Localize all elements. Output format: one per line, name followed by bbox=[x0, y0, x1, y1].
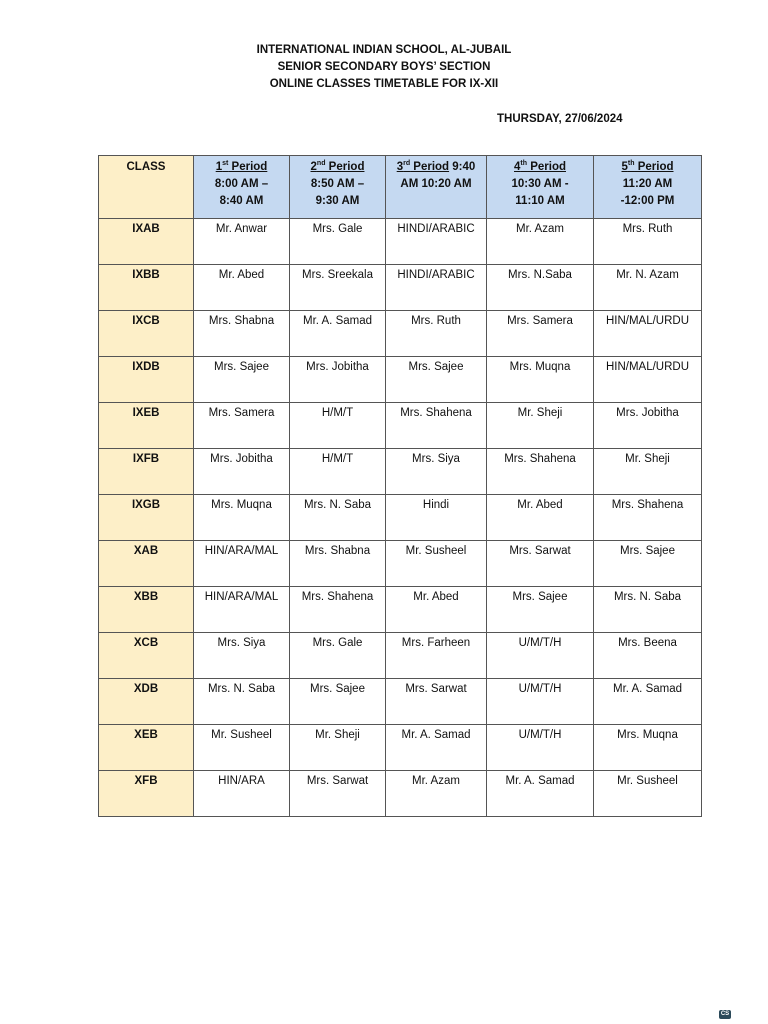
timetable-date: THURSDAY, 27/06/2024 bbox=[497, 113, 623, 125]
period-label: 2nd Period bbox=[310, 160, 365, 173]
period-title bbox=[596, 159, 699, 176]
teacher-cell: Mr. Azam bbox=[386, 771, 487, 817]
class-cell: IXGB bbox=[99, 495, 194, 541]
period-time-end: 9:30 AM bbox=[315, 195, 360, 207]
class-cell: XBB bbox=[99, 587, 194, 633]
teacher-cell: Mrs. Shahena bbox=[386, 403, 487, 449]
teacher-cell: Mrs. Sarwat bbox=[386, 679, 487, 725]
teacher-cell: HIN/MAL/URDU bbox=[594, 311, 702, 357]
period-time: 8:00 AM – bbox=[214, 178, 269, 190]
teacher-cell: Mrs. Shabna bbox=[194, 311, 290, 357]
teacher-cell: Mrs. Shahena bbox=[487, 449, 594, 495]
table-row bbox=[99, 771, 702, 817]
teacher-cell: Mr. A. Samad bbox=[487, 771, 594, 817]
teacher-cell: Mr. Susheel bbox=[594, 771, 702, 817]
teacher-cell: HINDI/ARABIC bbox=[386, 219, 487, 265]
period-start-time: 9:40 bbox=[449, 161, 476, 173]
period-title bbox=[196, 159, 287, 176]
teacher-cell: Mrs. Samera bbox=[487, 311, 594, 357]
teacher-cell: Mrs. Muqna bbox=[194, 495, 290, 541]
class-cell: IXEB bbox=[99, 403, 194, 449]
period-header-3 bbox=[386, 156, 487, 219]
teacher-cell: HIN/ARA/MAL bbox=[194, 541, 290, 587]
teacher-cell: Mrs. Gale bbox=[290, 219, 386, 265]
table-row bbox=[99, 403, 702, 449]
period-time: 11:20 AM bbox=[622, 178, 673, 190]
teacher-cell: U/M/T/H bbox=[487, 679, 594, 725]
teacher-cell: HIN/MAL/URDU bbox=[594, 357, 702, 403]
table-row bbox=[99, 357, 702, 403]
teacher-cell: Mr. Sheji bbox=[290, 725, 386, 771]
table-row bbox=[99, 541, 702, 587]
teacher-cell: Mrs. Sajee bbox=[594, 541, 702, 587]
teacher-cell: H/M/T bbox=[290, 403, 386, 449]
teacher-cell: H/M/T bbox=[290, 449, 386, 495]
teacher-cell: HIN/ARA bbox=[194, 771, 290, 817]
period-time-end: 11:10 AM bbox=[515, 195, 565, 207]
period-title bbox=[489, 159, 591, 176]
class-column-header: CLASS bbox=[99, 156, 194, 219]
class-cell: XDB bbox=[99, 679, 194, 725]
teacher-cell: Hindi bbox=[386, 495, 487, 541]
table-row bbox=[99, 265, 702, 311]
period-time: 10:30 AM - bbox=[511, 178, 569, 190]
section-name: SENIOR SECONDARY BOYS’ SECTION bbox=[277, 61, 491, 73]
teacher-cell: U/M/T/H bbox=[487, 633, 594, 679]
timetable-body bbox=[99, 219, 702, 817]
teacher-cell: Mrs. Jobitha bbox=[194, 449, 290, 495]
class-cell: XCB bbox=[99, 633, 194, 679]
teacher-cell: Mr. Susheel bbox=[386, 541, 487, 587]
period-label: 3rd Period bbox=[396, 160, 450, 173]
teacher-cell: Mr. A. Samad bbox=[594, 679, 702, 725]
teacher-cell: Mrs. Shabna bbox=[290, 541, 386, 587]
teacher-cell: Mr. Abed bbox=[487, 495, 594, 541]
period-header-5 bbox=[594, 156, 702, 219]
teacher-cell: Mr. Abed bbox=[194, 265, 290, 311]
teacher-cell: Mrs. N. Saba bbox=[194, 679, 290, 725]
period-title bbox=[292, 159, 383, 176]
teacher-cell: Mrs. Shahena bbox=[290, 587, 386, 633]
teacher-cell: HIN/ARA/MAL bbox=[194, 587, 290, 633]
teacher-cell: Mrs. Jobitha bbox=[290, 357, 386, 403]
class-cell: XFB bbox=[99, 771, 194, 817]
class-cell: XAB bbox=[99, 541, 194, 587]
class-cell: IXFB bbox=[99, 449, 194, 495]
period-title bbox=[388, 159, 484, 176]
school-name: INTERNATIONAL INDIAN SCHOOL, AL-JUBAIL bbox=[256, 44, 512, 56]
header-row bbox=[99, 156, 702, 219]
period-label: 1st Period bbox=[215, 160, 268, 173]
timetable-table bbox=[98, 155, 702, 817]
period-header-2 bbox=[290, 156, 386, 219]
teacher-cell: U/M/T/H bbox=[487, 725, 594, 771]
teacher-cell: Mr. Sheji bbox=[594, 449, 702, 495]
period-label: 4th Period bbox=[514, 160, 566, 173]
teacher-cell: Mrs. Beena bbox=[594, 633, 702, 679]
table-row bbox=[99, 449, 702, 495]
table-row bbox=[99, 679, 702, 725]
teacher-cell: Mrs. N.Saba bbox=[487, 265, 594, 311]
table-row bbox=[99, 725, 702, 771]
table-row bbox=[99, 219, 702, 265]
class-cell: IXBB bbox=[99, 265, 194, 311]
teacher-cell: Mrs. Sajee bbox=[386, 357, 487, 403]
teacher-cell: Mrs. Sajee bbox=[290, 679, 386, 725]
period-label: 5th Period bbox=[621, 160, 674, 173]
class-cell: IXAB bbox=[99, 219, 194, 265]
teacher-cell: Mr. A. Samad bbox=[386, 725, 487, 771]
teacher-cell: Mr. N. Azam bbox=[594, 265, 702, 311]
teacher-cell: Mrs. Muqna bbox=[594, 725, 702, 771]
class-cell: IXCB bbox=[99, 311, 194, 357]
teacher-cell: Mr. Susheel bbox=[194, 725, 290, 771]
period-time-end: -12:00 PM bbox=[620, 195, 675, 207]
timetable-header bbox=[99, 156, 702, 219]
teacher-cell: Mrs. Farheen bbox=[386, 633, 487, 679]
timetable-title: ONLINE CLASSES TIMETABLE FOR IX-XII bbox=[269, 78, 499, 90]
table-row bbox=[99, 633, 702, 679]
teacher-cell: Mrs. Ruth bbox=[386, 311, 487, 357]
teacher-cell: Mrs. Sarwat bbox=[290, 771, 386, 817]
document-header bbox=[0, 42, 768, 93]
teacher-cell: HINDI/ARABIC bbox=[386, 265, 487, 311]
class-cell: IXDB bbox=[99, 357, 194, 403]
teacher-cell: Mrs. Shahena bbox=[594, 495, 702, 541]
teacher-cell: Mrs. Siya bbox=[194, 633, 290, 679]
camscanner-icon: CS bbox=[720, 1011, 730, 1017]
teacher-cell: Mrs. Ruth bbox=[594, 219, 702, 265]
teacher-cell: Mrs. Gale bbox=[290, 633, 386, 679]
teacher-cell: Mr. A. Samad bbox=[290, 311, 386, 357]
teacher-cell: Mrs. N. Saba bbox=[594, 587, 702, 633]
table-row bbox=[99, 311, 702, 357]
teacher-cell: Mr. Azam bbox=[487, 219, 594, 265]
teacher-cell: Mr. Sheji bbox=[487, 403, 594, 449]
teacher-cell: Mrs. Samera bbox=[194, 403, 290, 449]
teacher-cell: Mrs. Sreekala bbox=[290, 265, 386, 311]
period-time: AM 10:20 AM bbox=[400, 178, 472, 190]
teacher-cell: Mrs. Sajee bbox=[194, 357, 290, 403]
teacher-cell: Mr. Abed bbox=[386, 587, 487, 633]
period-time-end: 8:40 AM bbox=[219, 195, 264, 207]
teacher-cell: Mrs. Siya bbox=[386, 449, 487, 495]
table-row bbox=[99, 495, 702, 541]
teacher-cell: Mrs. Jobitha bbox=[594, 403, 702, 449]
period-header-1 bbox=[194, 156, 290, 219]
table-row bbox=[99, 587, 702, 633]
period-header-4 bbox=[487, 156, 594, 219]
teacher-cell: Mrs. Muqna bbox=[487, 357, 594, 403]
teacher-cell: Mr. Anwar bbox=[194, 219, 290, 265]
teacher-cell: Mrs. Sajee bbox=[487, 587, 594, 633]
teacher-cell: Mrs. N. Saba bbox=[290, 495, 386, 541]
period-time: 8:50 AM – bbox=[310, 178, 365, 190]
class-cell: XEB bbox=[99, 725, 194, 771]
teacher-cell: Mrs. Sarwat bbox=[487, 541, 594, 587]
